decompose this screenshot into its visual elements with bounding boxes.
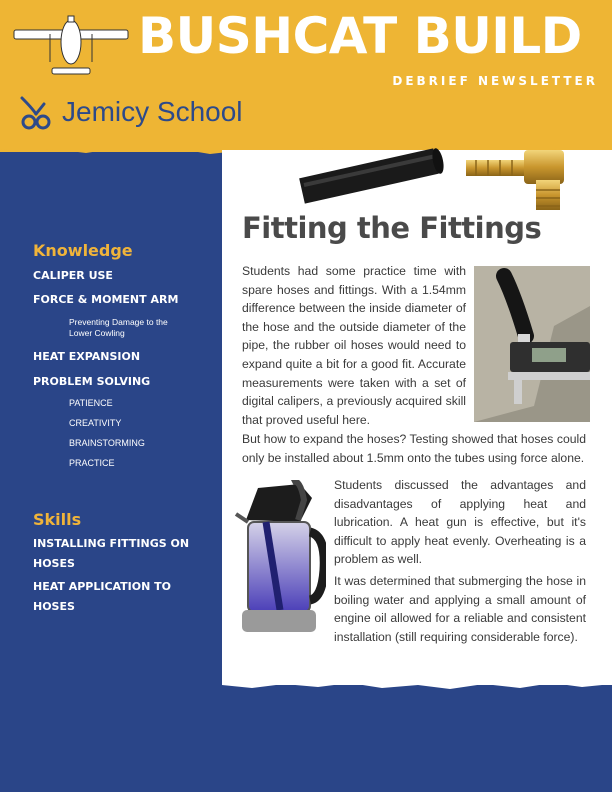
caliper-photo [474, 266, 590, 422]
article-title: Fitting the Fittings [242, 211, 542, 245]
jemicy-logo-icon [18, 94, 54, 134]
airplane-icon [10, 12, 132, 82]
knowledge-heading: Knowledge [33, 241, 133, 260]
kettle-photo [228, 480, 326, 640]
knowledge-item-force: FORCE & MOMENT ARM [33, 293, 179, 306]
article-paragraph-3: Students discussed the advantages and disadvantages of applying heat and lubrication. A heat gun is effective, but it's difficult to apply heat evenly. Overheating is a problem as well. [334, 478, 586, 567]
article-paragraph-4: It was determined that submerging the hose in boiling water and applying a small amount of engine oil allowed for a reliable and consistent installation (still requiring considerable force). [334, 574, 586, 644]
skills-item-heat: HEAT APPLICATION TO HOSES [33, 580, 172, 613]
knowledge-item-problem: PROBLEM SOLVING [33, 375, 151, 388]
hose-photo [296, 145, 448, 205]
knowledge-subitem-creativity: CREATIVITY [69, 418, 122, 428]
article-paragraph-2: But how to expand the hoses? Testing showed that hoses could only be installed about 1.5mm onto the tubes using force alone. [242, 432, 586, 465]
skills-item-fittings: INSTALLING FITTINGS ON HOSES [33, 537, 190, 570]
knowledge-subitem-practice: PRACTICE [69, 458, 115, 468]
brass-fitting-photo [462, 140, 580, 215]
article-paragraph-1: Students had some practice time with spare hoses and fittings. With a 1.54mm difference between the inside diameter of the hose and the outside diameter of the pipe, the rubber oil hoses would need to expand quite a bit for a good fit. Accurate measurements were taken with a set of digital calipers, a previously acquired skill that proved useful here. [242, 264, 466, 427]
knowledge-subitem-brainstorming: BRAINSTORMING [69, 438, 145, 448]
knowledge-subitem-cowling: Preventing Damage to the Lower Cowling [69, 317, 168, 338]
school-name: Jemicy School [62, 96, 243, 127]
newsletter-subtitle: DEBRIEF NEWSLETTER [392, 74, 598, 88]
skills-heading: Skills [33, 510, 82, 529]
knowledge-subitem-patience: PATIENCE [69, 398, 113, 408]
knowledge-item-heat: HEAT EXPANSION [33, 350, 141, 363]
newsletter-title: BUSHCAT BUILD [138, 7, 582, 65]
knowledge-item-caliper: CALIPER USE [33, 269, 113, 282]
article-torn-edge [222, 676, 612, 692]
